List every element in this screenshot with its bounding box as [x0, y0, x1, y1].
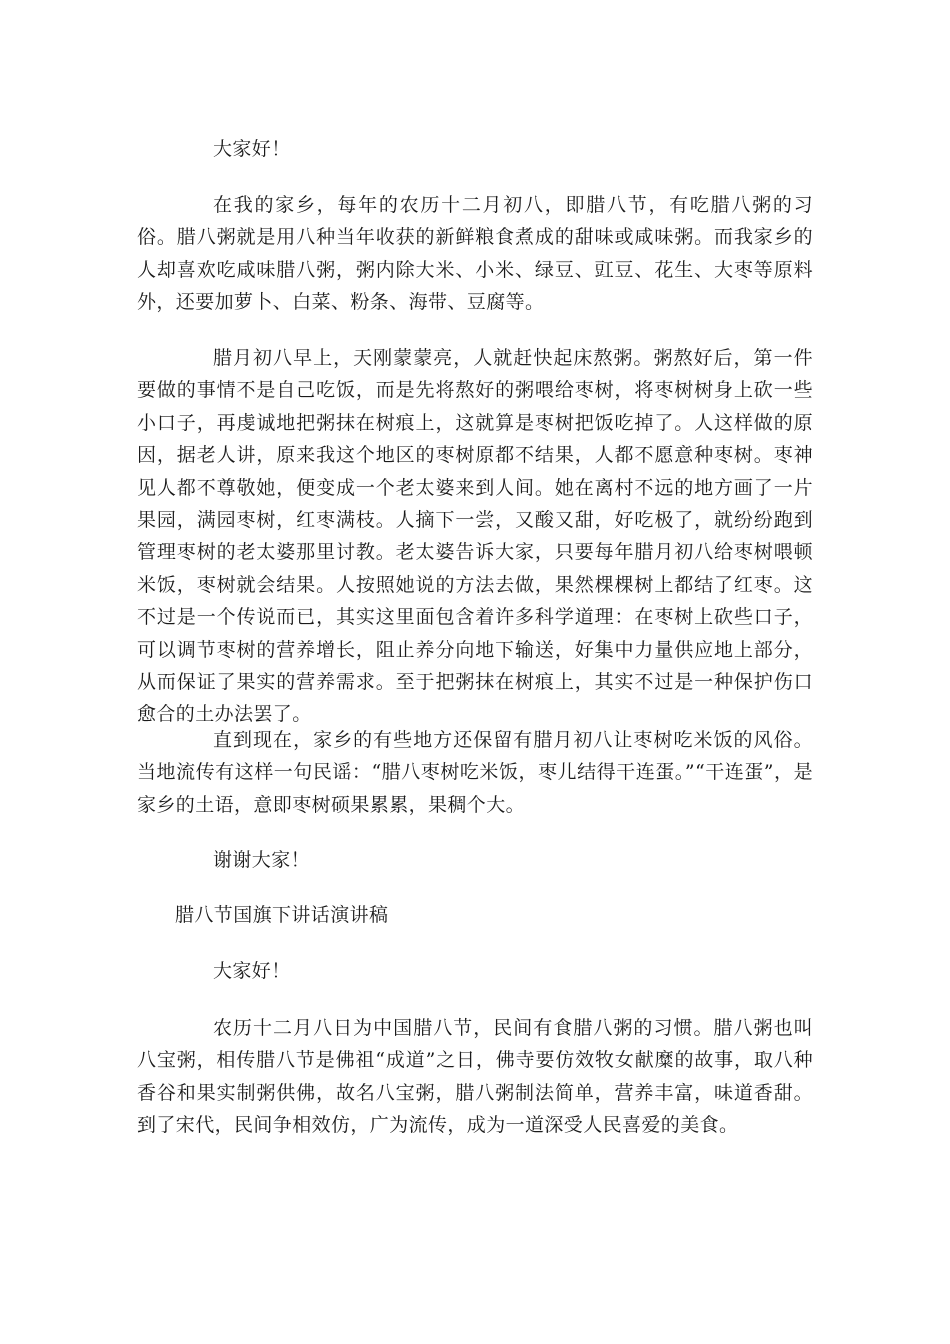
body-paragraph-3: 直到现在，家乡的有些地方还保留有腊月初八让枣树吃米饭的风俗。当地流传有这样一句民谣：“腊八枣树吃米饭，枣儿结得干连蛋。”“干连蛋”，是家乡的土语，意即枣树硕果累累，果稠个大。 — [137, 729, 813, 816]
greeting-paragraph: 大家好！ — [213, 138, 291, 160]
greeting-paragraph-2: 大家好！ — [213, 960, 291, 982]
closing-paragraph: 谢谢大家！ — [213, 849, 311, 871]
section-title: 腊八节国旗下讲话演讲稿 — [175, 904, 389, 926]
body-paragraph-1: 在我的家乡，每年的农历十二月初八，即腊八节，有吃腊八粥的习俗。腊八粥就是用八种当年收获的新鲜粮食煮成的甜味或咸味粥。而我家乡的人却喜欢吃咸味腊八粥，粥内除大米、小米、绿豆、豇豆、花生、大枣等原料外，还要加萝卜、白菜、粉条、海带、豆腐等。 — [137, 194, 813, 314]
body-paragraph-2: 腊月初八早上，天刚蒙蒙亮，人就赶快起床熬粥。粥熬好后，第一件要做的事情不是自己吃饭，而是先将熬好的粥喂给枣树，将枣树树身上砍一些小口子，再虔诚地把粥抹在树痕上，这就算是枣树把饭吃掉了。人这样做的原因，据老人讲，原来我这个地区的枣树原都不结果，人都不愿意种枣树。枣神见人都不尊敬她，便变成一个老太婆来到人间。她在离村不远的地方画了一片果园，满园枣树，红枣满枝。人摘下一尝，又酸又甜，好吃极了，就纷纷跑到管理枣树的老太婆那里讨教。老太婆告诉大家，只要每年腊月初八给枣树喂顿米饭，枣树就会结果。人按照她说的方法去做，果然棵棵树上都结了红枣。这不过是一个传说而已，其实这里面包含着许多科学道理：在枣树上砍些口子，可以调节枣树的营养增长，阻止养分向地下输送，好集中力量供应地上部分，从而保证了果实的营养需求。至于把粥抹在树痕上，其实不过是一种保护伤口愈合的土办法罢了。 — [137, 347, 813, 726]
body-paragraph-4: 农历十二月八日为中国腊八节，民间有食腊八粥的习惯。腊八粥也叫八宝粥，相传腊八节是佛祖“成道”之日，佛寺要仿效牧女献糜的故事，取八种香谷和果实制粥供佛，故名八宝粥，腊八粥制法简单，营养丰富，味道香甜。到了宋代，民间争相效仿，广为流传，成为一道深受人民喜爱的美食。 — [137, 1017, 813, 1137]
